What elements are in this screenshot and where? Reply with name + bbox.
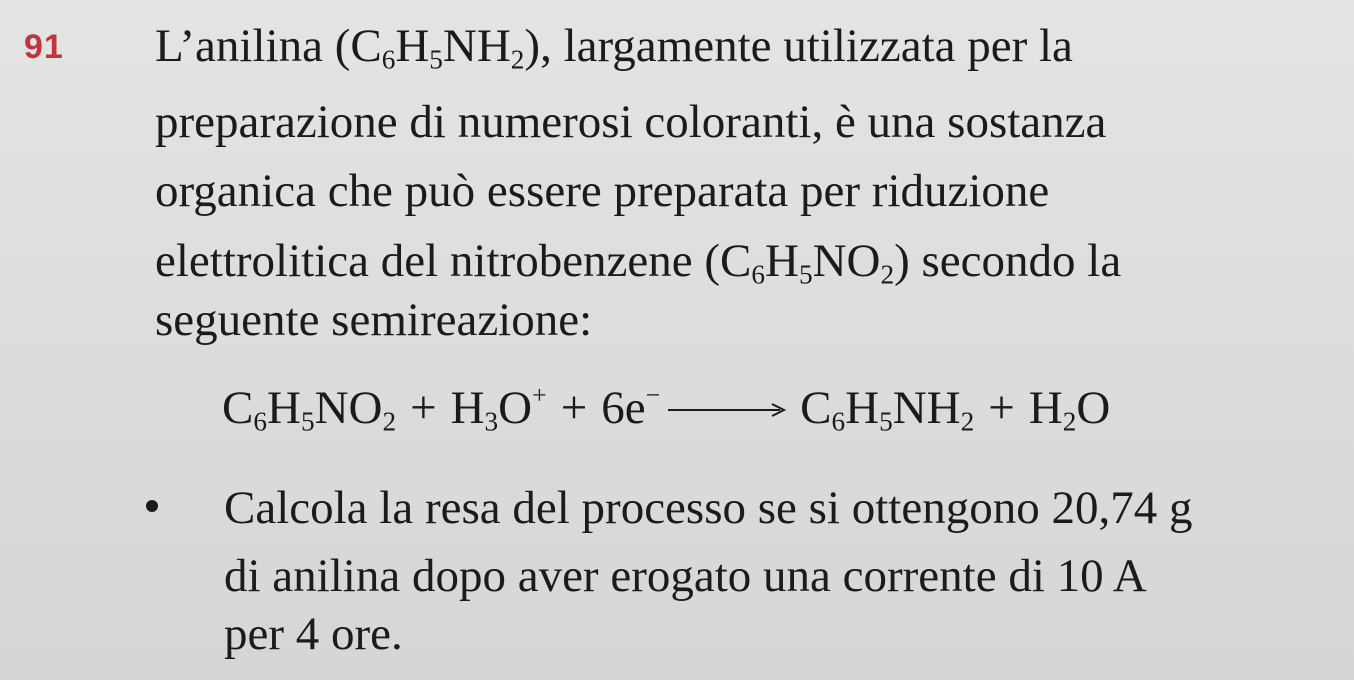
formula-part: 6e	[601, 382, 646, 434]
formula-part: H	[266, 382, 301, 434]
formula-part: H	[845, 382, 880, 434]
formula-subscript: 2	[382, 406, 397, 437]
question-line-2: di anilina dopo aver erogato una corrente di 10 A	[224, 550, 1147, 602]
plus-sign: +	[560, 382, 588, 434]
question-line-3: per 4 ore.	[224, 608, 403, 660]
intro-line-1-text: L’anilina	[155, 20, 335, 72]
formula-part: NO	[314, 382, 383, 434]
bullet-icon	[146, 500, 158, 512]
intro-line-5: seguente semireazione:	[155, 294, 593, 346]
formula-part: H	[395, 20, 430, 72]
formula-subscript: 2	[880, 259, 895, 290]
formula-part: H	[765, 235, 799, 287]
formula-part: O	[498, 382, 533, 434]
intro-line-4-post: secondo la	[909, 235, 1122, 287]
formula-part: )	[894, 235, 910, 287]
intro-line-3: organica che può essere preparata per riduzione	[155, 165, 1050, 217]
reactant-nitrobenzene	[222, 378, 396, 438]
formula-part: (C	[704, 235, 752, 287]
aniline-formula	[334, 20, 541, 75]
formula-part: C	[800, 382, 832, 434]
intro-line-4-text: elettrolitica del nitrobenzene	[155, 235, 705, 287]
formula-part: O	[1076, 382, 1111, 434]
formula-part: H	[450, 382, 485, 434]
formula-superscript: −	[645, 380, 661, 410]
formula-part: )	[524, 20, 541, 72]
intro-line-2: preparazione di numerosi coloranti, è una sostanza	[155, 96, 1107, 148]
problem-number: 91	[24, 28, 64, 66]
nitrobenzene-formula	[704, 235, 910, 290]
formula-part: NO	[812, 235, 881, 287]
formula-subscript: 5	[429, 44, 443, 75]
formula-part: (C	[334, 20, 382, 72]
plus-sign: +	[988, 382, 1015, 434]
formula-superscript: +	[532, 380, 547, 410]
question-line-1: Calcola la resa del processo se si ottengono 20,74 g	[224, 482, 1193, 534]
formula-subscript: 2	[510, 44, 525, 75]
formula-subscript: 6	[253, 406, 267, 437]
formula-subscript: 3	[484, 406, 499, 437]
product-aniline	[800, 378, 974, 438]
formula-subscript: 2	[1062, 406, 1077, 437]
reactant-electrons	[601, 378, 660, 438]
formula-subscript: 5	[798, 259, 813, 290]
formula-subscript: 5	[300, 406, 315, 437]
formula-subscript: 6	[751, 259, 766, 290]
plus-sign: +	[410, 382, 437, 434]
intro-line-4	[155, 231, 1121, 291]
half-reaction-equation	[222, 378, 1110, 438]
formula-subscript: 6	[381, 44, 396, 75]
formula-subscript: 6	[831, 406, 846, 437]
formula-part: C	[222, 382, 254, 434]
formula-part: NH	[892, 382, 961, 434]
formula-subscript: 2	[960, 406, 975, 437]
intro-line-1	[155, 16, 1073, 76]
formula-part: NH	[442, 20, 511, 72]
intro-line-1-post: , largamente utilizzata per la	[540, 20, 1073, 72]
formula-part: H	[1028, 382, 1063, 434]
reaction-arrow-icon	[668, 400, 786, 420]
product-water	[1029, 378, 1111, 438]
formula-subscript: 5	[879, 406, 893, 437]
reactant-hydronium	[451, 378, 547, 438]
